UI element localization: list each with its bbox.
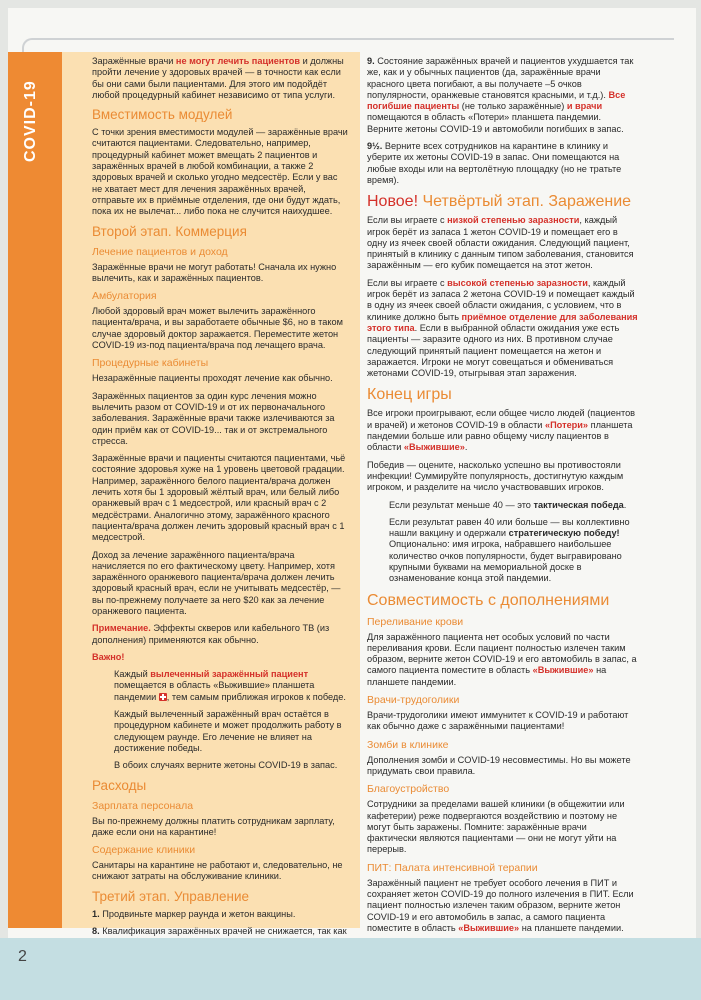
stage2-heading: Второй этап. Коммерция (92, 223, 247, 239)
icu-text: Заражённый пациент не требует особого лечения в ПИТ и сохраняет жетон COVID-19 до полного излечения в ПИТ. Если пациент полностью излечен таким образом, верните жетон COVID-19 и его автомобиль в запас, а самого пациента поместите в область «Выжившие» на планшете пандемии. (367, 877, 634, 933)
page-number: 2 (18, 948, 27, 965)
side-tab (8, 52, 62, 928)
end-game-heading: Конец игры (367, 386, 452, 404)
amenities-heading: Благоустройство (367, 783, 450, 796)
procedure-heading: Процедурные кабинеты (92, 357, 209, 370)
zombies-heading: Зомби в клинике (367, 738, 449, 751)
expenses-heading: Расходы (92, 777, 147, 793)
maintenance-text: Санитары на карантине не работают и, следовательно, не снижают затраты на обслуживание клиники. (92, 860, 343, 882)
ambulatory-heading: Амбулатория (92, 290, 157, 303)
treatment-text: Заражённые врачи не могут работать! Сначала их нужно вылечить, как и заражённых пациентов. (92, 261, 337, 283)
ambulatory-text: Любой здоровый врач может вылечить заражённого пациента/врача, и вы заработаете обычные $6, но в таком случае здоровый доктор заражается. Переместите жетон COVID-19 из-под пациента/врача под лечащего врача. (92, 306, 343, 351)
transfusion-heading: Переливание крови (367, 615, 464, 628)
maintenance-heading: Содержание клиники (92, 844, 196, 857)
high-contagion-text: Если вы играете с высокой степенью заразности, каждый игрок берёт из запаса 2 жетона COVID-19 и помещает каждый в одну из ячеек своей области ожидания, с условием, что в клинике должно быть приёмное отделение для заболевания этого типа. Если в выбранной области ожидания уже есть пациенты — заразите одного из них. В противном случае следующий принятый пациент помещается на жетон и заражается. Игроки не могут совещаться и обмениваться жетонами COVID-19, отыгрывая этап заражения. (367, 277, 638, 379)
right-column (367, 56, 639, 940)
salary-text: Вы по-прежнему должны платить сотрудникам зарплату, даже если они на карантине! (92, 815, 335, 837)
icu-heading: ПИТ: Палата интенсивной терапии (367, 861, 538, 874)
workaholics-heading: Врачи-трудоголики (367, 694, 460, 707)
procedure-text-4: Доход за лечение заражённого пациента/врача начисляется по его фактическому цвету. Например, хотя заражённого оранжевого пациента/врача должен лечить здоровый красный врач, если не учитывать медсестёр, — вы по-прежнему получаете за него $20 как за лечение оранжевого пациента. (92, 549, 341, 616)
capacity-text: С точки зрения вместимости модулей — заражённые врачи считаются пациентами. Следовательно, например, процедурный кабинет может вмещать 2 пациентов и заражённых врачей в любой комбинации, а также 2 здоровых врачей и сколько угодно медсестёр. Если у вас не хватает мест для лечения заражённых врачей, отправьте их в приёмные отделения, где они будут ждать, пока их не вылечат... либо пока не случится наихудшее. (92, 127, 348, 217)
compat-heading: Совместимость с дополнениями (367, 591, 610, 609)
salary-heading: Зарплата персонала (92, 799, 194, 812)
score-tactical: Если результат меньше 40 — это тактическая победа. (389, 499, 627, 510)
important-bullet-3: В обоих случаях верните жетоны COVID-19 в запас. (114, 760, 338, 771)
medical-cross-icon (159, 693, 167, 701)
capacity-heading: Вместимость модулей (92, 107, 233, 123)
procedure-text-1: Незаражённые пациенты проходят лечение как обычно. (92, 373, 333, 384)
side-tab-label: COVID-19 (22, 80, 39, 162)
stage3-heading: Третий этап. Управление (92, 888, 250, 904)
step-9: 9. Состояние заражённых врачей и пациентов ухудшается так же, как и у обычных пациентов (да, заражённые врачи красного цвета погибают, а вы получаете –5 очков популярности, оранжевые становятся красными, и т.д.). Все погибшие пациенты (не только заражённые) и врачи помещаются в область «Потери» планшета пандемии. Верните жетоны COVID-19 и автомобили погибших в запас. (367, 56, 634, 134)
workaholics-text: Врачи-трудоголики имеют иммунитет к COVID-19 и работают как обычно даже с заражёнными пациентами! (367, 710, 629, 732)
treatment-heading: Лечение пациентов и доход (92, 245, 228, 258)
intro: Заражённые врачи не могут лечить пациентов и должны пройти лечение у здоровых врачей — в точности как если бы они сами были пациентами. Для этого им подойдёт любой процедурный кабинет независимо от типа услуги. (92, 56, 344, 100)
bottom-band (0, 938, 701, 1000)
important-bullet-1: Каждый вылеченный заражённый пациент помещается в область «Выжившие» планшета пандемии , тем самым приближая игроков к победе. (114, 669, 346, 702)
step-1: 1. Продвиньте маркер раунда и жетон вакцины. (92, 908, 296, 919)
step-9-half: 9½. Верните всех сотрудников на карантине в клинику и уберите их жетоны COVID-19 в запас. Они помещаются на любые входы или на вертолётную площадку (но не тратьте время). (367, 141, 622, 185)
procedure-text-3: Заражённые врачи и пациенты считаются пациентами, чьё состояние здоровья хуже на 1 уровень цветовой градации. Например, заражённого белого пациента/врача должен лечить хотя бы 1 здоровый жёлтый врач, или белый либо оранжевый врач с 1 медсестрой, или красный врач с 2 медсёстрами. Аналогично этому, заражённого красного пациента/врача должен лечить здоровый красный врач с 1 медсестрой. (92, 453, 346, 543)
important-bullet-2: Каждый вылеченный заражённый врач остаётся в процедурном кабинете и может продолжить работу в следующем раунде. Его лечение не влияет на достижение победы. (114, 709, 342, 753)
note: Примечание. Эффекты скверов или кабельного ТВ (из дополнения) применяются как обычно. (92, 623, 330, 645)
transfusion-text: Для заражённого пациента нет особых условий по части переливания крови. Если пациент полностью излечен таким образом, верните жетон COVID-19 и его автомобиль в запас, а самого пациента поместите в область «Выжившие» на планшете пандемии. (367, 631, 637, 687)
procedure-text-2: Заражённых пациентов за один курс лечения можно вылечить разом от COVID-19 и от их первоначального заболевания. Заражённые врачи также излечиваются за один приём как от COVID-19... так и от экстремального стресса. (92, 390, 335, 446)
score-strategic: Если результат равен 40 или больше — вы коллективно нашли вакцину и одержали стратегическую победу! Опционально: имя игрока, набравшего наибольшее количество очков популярности, будет выгравировано крупными буквами на мемориальной доске в ознаменование конца этой пандемии. (389, 516, 630, 584)
important-label: Важно! (92, 651, 125, 662)
low-contagion-text: Если вы играете с низкой степенью заразности, каждый игрок берёт из запаса 1 жетон COVID-19 и помещает его в одну из ячеек своей области ожидания. Следующий пациент, принятый в клинику с данным типом заболевания, становится заражённым — его кубик помещается на этот жетон. (367, 215, 634, 271)
victory-text: Победив — оцените, насколько успешно вы противостояли инфекции! Суммируйте популярность, достигнутую каждым игроком, и разделите на число участвовавших игроков. (367, 459, 624, 493)
stage4-heading: Новое! Четвёртый этап. Заражение (367, 193, 632, 211)
zombies-text: Дополнения зомби и COVID-19 несовместимы. Но вы можете придумать свои правила. (367, 754, 631, 776)
step-8: 8. Квалификация заражённых врачей не снижается, так как (92, 926, 347, 937)
end-game-text: Все игроки проигрывают, если общее число людей (пациентов и врачей) и жетонов COVID-19 в области «Потери» планшета пандемии больше или равно общему числу пациентов в области «Выжившие». (367, 408, 636, 453)
left-column (92, 56, 348, 955)
amenities-text: Сотрудники за пределами вашей клиники (в общежитии или кафетерии) реже подвергаются воздействию и поэтому не могут быть заражены. Помните: заражённые врачи фактически являются пациентами — они не могут уйти на перерыв. (367, 799, 625, 855)
